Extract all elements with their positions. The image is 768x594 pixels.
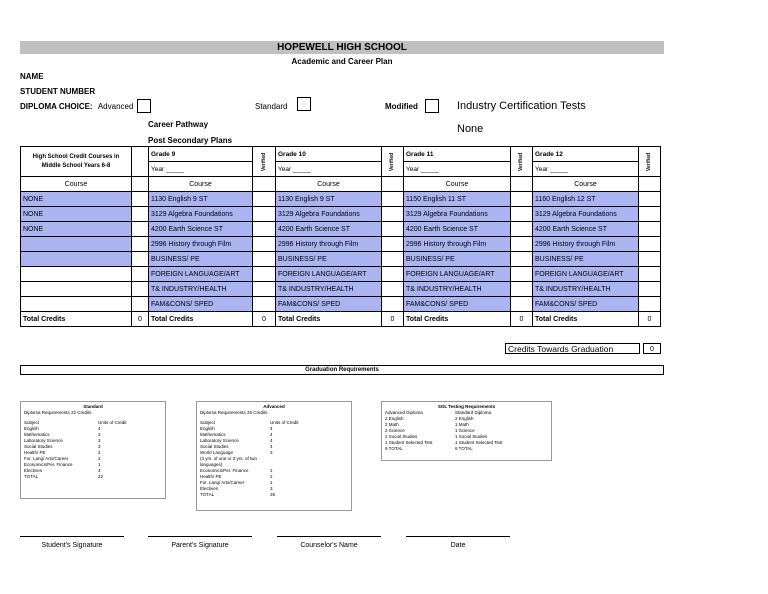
verified-cell[interactable] [253,252,276,267]
year-field[interactable]: Year _____ [533,162,639,177]
course-cell[interactable]: T& INDUSTRY/HEALTH [276,282,382,297]
box-cell: TOTAL [200,492,215,497]
course-cell[interactable]: 1160 English 12 ST [533,192,639,207]
table-row [21,297,661,312]
verified-cell[interactable] [382,237,404,252]
box-cell: 2 [98,450,101,455]
course-cell[interactable]: 4200 Earth Science ST [276,222,382,237]
box-cell: 6 TOTAL [455,446,473,451]
box-cell: 2 [98,456,101,461]
grade-label: Grade 12 [533,147,639,162]
verified-cell[interactable] [511,192,533,207]
total-credits-value[interactable]: 0 [253,312,276,327]
box-cell: TOTAL [24,474,39,479]
box-head-cell: Units of Credit [270,420,299,425]
table-row [21,192,661,207]
verified-header [639,147,661,177]
verified-header [253,147,276,177]
credits-towards-graduation-value[interactable]: 0 [643,343,661,354]
standard-requirements-box [20,401,166,499]
box-cell: 22 [98,474,104,479]
student-signature-label: Student's Signature [41,542,103,549]
course-cell[interactable]: FAM&CONS/ SPED [533,297,639,312]
course-cell[interactable]: FOREIGN LANGUAGE/ART [404,267,511,282]
box-subtitle: Diploma Requirements 22 Credits [24,410,92,415]
verified-cell[interactable] [382,267,404,282]
box-cell: 3 [270,486,273,491]
verified-cell[interactable] [382,192,404,207]
box-cell: 3 [98,432,101,437]
verified-cell[interactable] [253,177,276,192]
course-cell[interactable]: 2996 History through Film [404,237,511,252]
total-credits-label: Total Credits [276,312,382,327]
school-title: HOPEWELL HIGH SCHOOL [20,41,664,54]
box-cell: 2 English [385,416,404,421]
box-row [385,446,548,452]
verified-cell[interactable] [382,297,404,312]
verified-header [382,147,404,177]
verified-cell[interactable] [511,252,533,267]
modified-checkbox[interactable] [425,99,439,113]
total-credits-value[interactable]: 0 [639,312,661,327]
diploma-choice-text: DIPLOMA CHOICE: [20,102,93,111]
course-cell[interactable]: BUSINESS/ PE [149,252,253,267]
graduation-requirements-header: Graduation Requirements [20,365,664,375]
table-row [21,237,661,252]
verified-text: Verified [260,152,267,171]
course-column-header: Course [404,177,511,192]
box-head-cell: Standard Diploma [455,410,492,415]
course-cell[interactable]: 2996 History through Film [276,237,382,252]
total-credits-label: Total Credits [21,312,132,327]
advanced-checkbox[interactable] [137,99,151,113]
box-cell: Social Studies [24,444,53,449]
verified-cell[interactable] [511,297,533,312]
box-cell: Social Studies [200,444,229,449]
verified-text: Verified [389,152,396,171]
box-head-cell: Units of Credit [98,420,127,425]
verified-cell[interactable] [511,267,533,282]
verified-cell[interactable] [639,237,661,252]
grade-header-row [21,147,661,162]
box-head-cell: Subject [24,420,40,425]
total-credits-value[interactable]: 0 [382,312,404,327]
box-cell: (3 yrs. of one or 2 yrs. of two languages) [200,456,258,467]
box-row [24,474,162,480]
date-label: Date [450,542,466,549]
verified-cell[interactable] [132,282,149,297]
course-cell[interactable]: BUSINESS/ PE [404,252,511,267]
course-cell[interactable] [21,237,132,252]
box-cell: 1 Science [455,428,475,433]
course-cell[interactable]: 4200 Earth Science ST [533,222,639,237]
box-cell: 4 [98,426,101,431]
total-credits-value[interactable]: 0 [511,312,533,327]
course-cell[interactable]: NONE [21,222,132,237]
credits-towards-graduation-label: Credits Towards Graduation [505,343,640,354]
verified-text: Verified [518,152,525,171]
verified-cell[interactable] [639,252,661,267]
year-field[interactable]: Year _____ [404,162,511,177]
sol-requirements-box [381,401,552,461]
course-cell[interactable]: NONE [21,192,132,207]
verified-cell[interactable] [511,177,533,192]
box-cell: 26 [270,492,276,497]
advanced-requirements-box [196,401,352,511]
verified-cell[interactable] [639,297,661,312]
verified-cell[interactable] [382,177,404,192]
box-cell: Laboratory Science [24,438,63,443]
box-cell: 4 [270,438,273,443]
course-cell[interactable]: 1130 English 9 ST [276,192,382,207]
verified-cell[interactable] [253,222,276,237]
name-label: NAME [20,72,44,81]
verified-cell[interactable] [639,207,661,222]
course-cell[interactable]: T& INDUSTRY/HEALTH [149,282,253,297]
verified-cell[interactable] [639,267,661,282]
industry-cert-label: Industry Certification Tests [457,100,586,112]
course-cell[interactable] [21,297,132,312]
box-cell: For. Lang/ Arts/Career [24,456,69,461]
box-title: Advanced [263,404,285,409]
page-subtitle: Academic and Career Plan [291,57,393,66]
box-head-cell: Subject [200,420,216,425]
verified-cell[interactable] [253,267,276,282]
box-cell: Electives [24,468,43,473]
total-credits-label: Total Credits [149,312,253,327]
total-credits-value[interactable]: 0 [132,312,149,327]
course-cell[interactable] [21,252,132,267]
student-signature-line[interactable] [20,536,124,537]
table-row [21,267,661,282]
verified-cell[interactable] [253,192,276,207]
course-cell[interactable]: BUSINESS/ PE [533,252,639,267]
verified-cell[interactable] [132,177,149,192]
box-cell: 1 Math [455,422,469,427]
box-cell: 1 Student Selected Test [455,440,503,445]
grade-label: Grade 10 [276,147,382,162]
box-cell: Electives [200,486,219,491]
course-cell[interactable]: 4200 Earth Science ST [149,222,253,237]
box-cell: 2 [270,474,273,479]
course-cell[interactable]: 1150 English 11 ST [404,192,511,207]
box-title: SOL Testing Requirements [437,404,496,409]
counselor-name-line[interactable] [277,536,381,537]
career-pathway-label: Career Pathway [148,120,209,129]
verified-cell[interactable] [253,282,276,297]
course-cell[interactable]: T& INDUSTRY/HEALTH [533,282,639,297]
verified-cell[interactable] [253,237,276,252]
course-cell[interactable] [21,267,132,282]
course-cell[interactable]: 3129 Algebra Foundations [276,207,382,222]
box-cell: Laboratory Science [200,438,239,443]
course-column-header: Course [149,177,253,192]
post-secondary-label: Post Secondary Plans [148,136,233,145]
box-cell: 1 Student Selected Test [385,440,433,445]
box-cell: 1 [270,480,273,485]
box-cell: Health/ PE [24,450,46,455]
box-cell: Economics/Per. Finance [200,468,249,473]
course-cell[interactable]: FAM&CONS/ SPED [276,297,382,312]
verified-cell[interactable] [639,222,661,237]
box-row [200,492,348,498]
box-title: Standard [83,404,103,409]
course-cell[interactable]: FAM&CONS/ SPED [149,297,253,312]
box-cell: Economics/Per. Finance [24,462,73,467]
box-cell: 4 [98,468,101,473]
parent-signature-label: Parent's Signature [171,542,229,549]
verified-cell[interactable] [639,192,661,207]
box-cell: Mathematics [24,432,50,437]
course-cell[interactable]: 3129 Algebra Foundations [404,207,511,222]
verified-cell[interactable] [382,207,404,222]
course-cell[interactable]: FOREIGN LANGUAGE/ART [276,267,382,282]
verified-cell[interactable] [132,297,149,312]
year-field[interactable]: Year _____ [149,162,253,177]
course-cell[interactable]: 3129 Algebra Foundations [149,207,253,222]
box-cell: 3 [98,438,101,443]
course-cell[interactable]: 1130 English 9 ST [149,192,253,207]
verified-cell[interactable] [382,282,404,297]
verified-cell[interactable] [132,207,149,222]
course-column-header: Course [276,177,382,192]
box-cell: English [24,426,39,431]
box-cell: 2 Science [385,428,405,433]
table-row [21,207,661,222]
course-cell[interactable]: T& INDUSTRY/HEALTH [404,282,511,297]
box-cell: 1 [270,468,273,473]
course-cell[interactable]: FOREIGN LANGUAGE/ART [149,267,253,282]
totals-row [21,312,661,327]
box-cell: World Language [200,450,233,455]
box-cell: 2 English [455,416,474,421]
course-column-header: Course [533,177,639,192]
box-cell: Mathematics [200,432,226,437]
box-cell: 1 [98,462,101,467]
course-cell[interactable]: BUSINESS/ PE [276,252,382,267]
course-plan-table [20,146,661,327]
advanced-label: Advanced [97,102,134,111]
box-cell: For. Lang/ Arts/Career [200,480,245,485]
table-row [21,222,661,237]
date-line[interactable] [406,536,510,537]
course-cell[interactable]: NONE [21,207,132,222]
diploma-choice-label [20,102,133,111]
box-row [200,456,348,468]
course-cell[interactable]: 2996 History through Film [533,237,639,252]
modified-label: Modified [385,102,418,111]
box-cell: 4 [270,444,273,449]
verified-cell[interactable] [382,252,404,267]
counselor-name-label: Counselor's Name [300,542,358,549]
course-cell[interactable]: 3129 Algebra Foundations [533,207,639,222]
box-cell: 9 TOTAL [385,446,403,451]
box-cell: English [200,426,215,431]
verified-cell[interactable] [511,282,533,297]
verified-cell[interactable] [132,222,149,237]
course-column-header: Course [21,177,132,192]
parent-signature-line[interactable] [148,536,252,537]
course-cell[interactable]: FAM&CONS/ SPED [404,297,511,312]
box-cell: Health/ PE [200,474,222,479]
verified-text: Verified [646,152,653,171]
verified-cell[interactable] [511,237,533,252]
course-header-row [21,177,661,192]
box-cell: 4 [270,426,273,431]
verified-cell[interactable] [639,177,661,192]
table-row [21,282,661,297]
course-cell[interactable] [21,282,132,297]
total-credits-label: Total Credits [404,312,511,327]
verified-cell[interactable] [132,192,149,207]
box-head-cell: Advanced Diploma [385,410,423,415]
verified-cell[interactable] [382,222,404,237]
box-cell: 2 Social Studies [385,434,418,439]
verified-cell[interactable] [132,267,149,282]
box-cell: 1 Social Studies [455,434,488,439]
verified-cell[interactable] [132,252,149,267]
table-row [21,252,661,267]
box-subtitle: Diploma Requirements 26 Credits [200,410,268,415]
standard-label: Standard [255,102,288,111]
verified-cell[interactable] [511,222,533,237]
year-field[interactable]: Year _____ [276,162,382,177]
course-cell[interactable]: FOREIGN LANGUAGE/ART [533,267,639,282]
verified-cell[interactable] [253,297,276,312]
box-cell: 3 [270,450,273,455]
industry-cert-value: None [457,123,484,135]
box-cell: 2 Math [385,422,399,427]
grade-label: Grade 9 [149,147,253,162]
blank-header [132,147,149,177]
total-credits-label: Total Credits [533,312,639,327]
standard-checkbox[interactable] [297,97,311,111]
verified-cell[interactable] [253,207,276,222]
course-cell[interactable]: 2996 History through Film [149,237,253,252]
box-cell: 3 [98,444,101,449]
course-cell[interactable]: 4200 Earth Science ST [404,222,511,237]
verified-header [511,147,533,177]
verified-cell[interactable] [639,282,661,297]
box-cell: 4 [270,432,273,437]
middle-school-header: High School Credit Courses in Middle School Years 6-8 [21,147,132,177]
student-number-label: STUDENT NUMBER [20,87,96,96]
grade-label: Grade 11 [404,147,511,162]
verified-cell[interactable] [511,207,533,222]
verified-cell[interactable] [132,237,149,252]
